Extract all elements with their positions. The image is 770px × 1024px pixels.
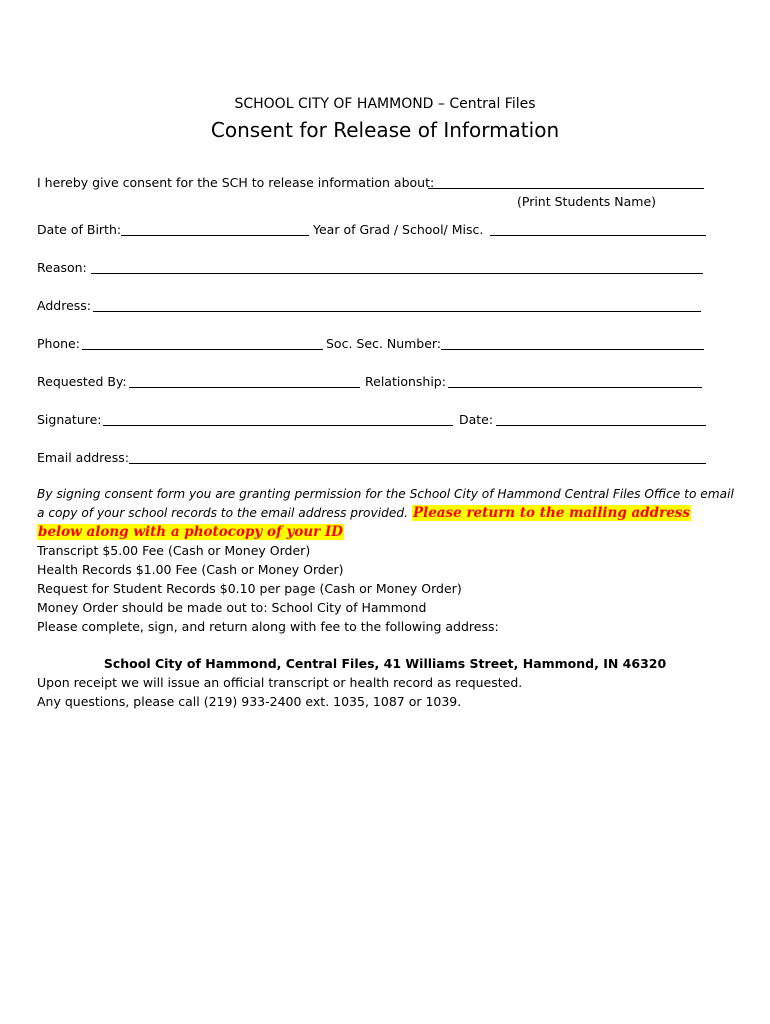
mailing-address: School City of Hammond, Central Files, 41 Williams Street, Hammond, IN 46320 — [103, 656, 667, 671]
notice-text: a copy of your school records to the email address provided. — [37, 506, 408, 520]
student-name-field[interactable] — [428, 188, 704, 189]
relationship-field[interactable] — [448, 387, 702, 388]
notice-line-3 — [37, 524, 344, 540]
relationship-label: Relationship: — [365, 374, 446, 389]
address-field[interactable] — [93, 311, 701, 312]
address-label: Address: — [37, 298, 91, 313]
date-label: Date: — [459, 412, 494, 427]
email-label: Email address: — [37, 450, 129, 465]
dob-field[interactable] — [121, 235, 309, 236]
fee-health-records: Health Records $1.00 Fee (Cash or Money Order) — [37, 562, 344, 577]
phone-field[interactable] — [82, 349, 323, 350]
requested-by-label: Requested By: — [37, 374, 127, 389]
return-instructions: Please complete, sign, and return along with fee to the following address: — [37, 619, 499, 634]
contact-note: Any questions, please call (219) 933-2400 ext. 1035, 1087 or 1039. — [37, 694, 462, 709]
grad-field[interactable] — [490, 235, 706, 236]
print-name-hint: (Print Students Name) — [517, 194, 657, 209]
ssn-field[interactable] — [441, 349, 704, 350]
reason-label: Reason: — [37, 260, 87, 275]
reason-field[interactable] — [91, 273, 703, 274]
signature-label: Signature: — [37, 412, 102, 427]
receipt-note: Upon receipt we will issue an official transcript or health record as requested. — [37, 675, 523, 690]
page-title: Consent for Release of Information — [210, 118, 560, 142]
grad-label: Year of Grad / School/ Misc. — [313, 222, 484, 237]
signature-field[interactable] — [103, 425, 453, 426]
fee-transcript: Transcript $5.00 Fee (Cash or Money Order) — [37, 543, 311, 558]
consent-label: I hereby give consent for the SCH to release information about: — [37, 175, 435, 190]
phone-label: Phone: — [37, 336, 80, 351]
ssn-label: Soc. Sec. Number: — [326, 336, 442, 351]
email-field[interactable] — [129, 463, 706, 464]
organization-header: SCHOOL CITY OF HAMMOND – Central Files — [234, 96, 536, 112]
requested-by-field[interactable] — [129, 387, 360, 388]
dob-label: Date of Birth: — [37, 222, 122, 237]
fee-student-records: Request for Student Records $0.10 per page (Cash or Money Order) — [37, 581, 462, 596]
money-order-payee: Money Order should be made out to: School City of Hammond — [37, 600, 427, 615]
return-instruction-highlight: Please return to the mailing address — [412, 505, 691, 521]
date-field[interactable] — [496, 425, 706, 426]
notice-line-1: By signing consent form you are granting permission for the School City of Hammond Central Files Office to email — [37, 487, 734, 501]
id-instruction-highlight: below along with a photocopy of your ID — [38, 524, 343, 540]
notice-line-2 — [37, 505, 691, 521]
